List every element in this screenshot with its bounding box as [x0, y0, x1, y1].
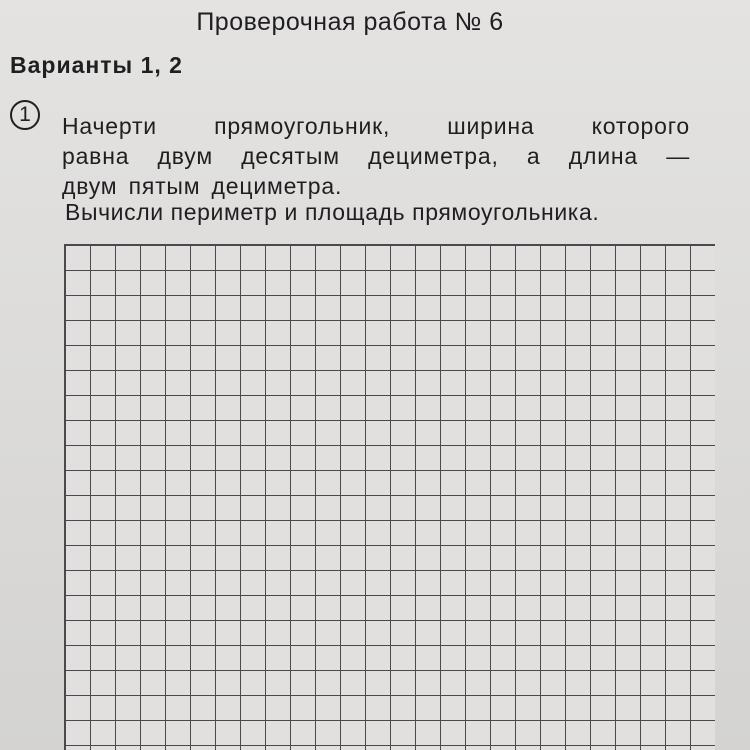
task-statement-line-1: Начерти прямоугольник, ширина которого: [62, 113, 690, 139]
answer-grid[interactable]: [64, 244, 715, 750]
task-statement: [62, 111, 690, 201]
variants-heading: Варианты 1, 2: [10, 52, 183, 78]
task-statement-line-2: равна двум десятым дециметра, а длина —: [62, 143, 690, 169]
task-statement-line-3: двум пятым дециметра.: [62, 173, 343, 199]
task-question: Вычисли периметр и площадь прямоугольника.: [65, 199, 600, 225]
task-number-badge: 1: [10, 100, 40, 130]
page-title: Проверочная работа № 6: [196, 8, 504, 36]
